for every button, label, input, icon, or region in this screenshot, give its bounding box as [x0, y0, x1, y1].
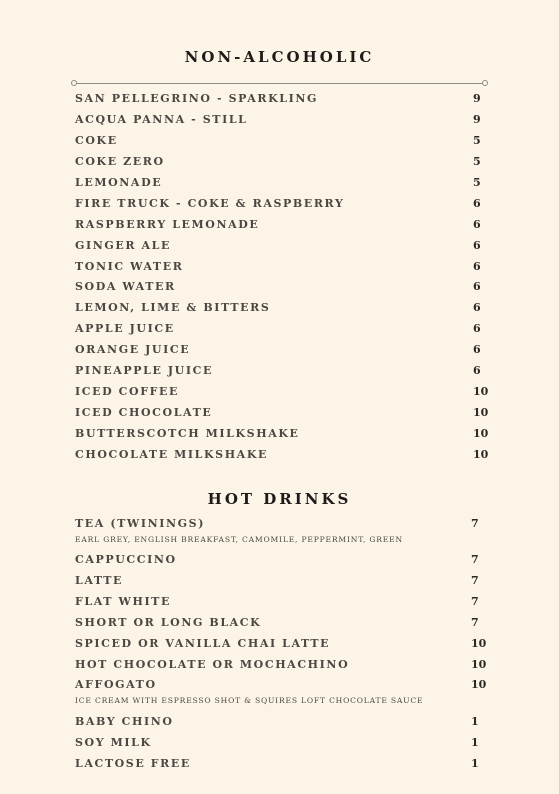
item-name: ICED COFFEE	[75, 385, 179, 398]
item-name: SPICED OR VANILLA CHAI LATTE	[75, 637, 331, 650]
menu-item	[75, 448, 487, 464]
menu-item	[75, 406, 487, 422]
item-name: LEMONADE	[75, 176, 163, 189]
item-price: 6	[473, 197, 481, 210]
item-price: 1	[471, 757, 479, 770]
non-alcoholic-title: NON-ALCOHOLIC	[184, 48, 375, 66]
menu-item	[75, 176, 487, 192]
item-price: 7	[471, 553, 479, 566]
menu-item	[75, 343, 487, 359]
item-price: 10	[473, 427, 489, 440]
menu-item	[75, 113, 487, 129]
item-price: 10	[471, 658, 487, 671]
item-price: 6	[473, 364, 481, 377]
item-name: ICED CHOCOLATE	[75, 406, 213, 419]
tea-description: EARL GREY, ENGLISH BREAKFAST, CAMOMILE, PEPPERMINT, GREEN	[75, 535, 403, 544]
item-name: GINGER ALE	[75, 239, 171, 252]
menu-item	[75, 574, 487, 590]
menu-item	[75, 595, 487, 611]
item-name: SHORT OR LONG BLACK	[75, 616, 262, 629]
menu-item	[75, 757, 487, 773]
item-name: CAPPUCCINO	[75, 553, 177, 566]
item-price: 9	[473, 92, 481, 105]
item-price: 6	[473, 301, 481, 314]
item-price: 7	[471, 517, 479, 530]
item-name: AFFOGATO	[75, 678, 157, 691]
menu-item	[75, 239, 487, 255]
item-price: 5	[473, 176, 481, 189]
item-price: 10	[473, 385, 489, 398]
menu-item	[75, 658, 487, 674]
item-price: 6	[473, 239, 481, 252]
item-name: PINEAPPLE JUICE	[75, 364, 213, 377]
item-name: SODA WATER	[75, 280, 176, 293]
item-name: LEMON, LIME & BITTERS	[75, 301, 271, 314]
item-name: BABY CHINO	[75, 715, 174, 728]
item-price: 1	[471, 715, 479, 728]
menu-item	[75, 385, 487, 401]
item-name: TONIC WATER	[75, 260, 184, 273]
menu-item	[75, 218, 487, 234]
item-name: LACTOSE FREE	[75, 757, 191, 770]
menu-item	[75, 134, 487, 150]
item-price: 7	[471, 616, 479, 629]
item-price: 6	[473, 280, 481, 293]
menu-item	[75, 92, 487, 108]
menu-item	[75, 364, 487, 380]
item-name: SOY MILK	[75, 736, 152, 749]
item-name: COKE ZERO	[75, 155, 165, 168]
item-price: 10	[471, 637, 487, 650]
item-price: 6	[473, 343, 481, 356]
item-price: 9	[473, 113, 481, 126]
item-name: BUTTERSCOTCH MILKSHAKE	[75, 427, 300, 440]
item-name: RASPBERRY LEMONADE	[75, 218, 260, 231]
menu-item	[75, 678, 487, 694]
item-name: TEA (TWININGS)	[75, 517, 206, 530]
hot-drinks-title: HOT DRINKS	[207, 490, 352, 508]
menu-item	[75, 736, 487, 752]
menu-item	[75, 155, 487, 171]
item-name: ACQUA PANNA - STILL	[75, 113, 248, 126]
affogato-description: ICE CREAM WITH ESPRESSO SHOT & SQUIRES LOFT CHOCOLATE SAUCE	[75, 696, 424, 705]
menu-item	[75, 197, 487, 213]
menu-item	[75, 637, 487, 653]
item-price: 6	[473, 218, 481, 231]
menu-item	[75, 517, 487, 533]
menu-item	[75, 260, 487, 276]
item-name: CHOCOLATE MILKSHAKE	[75, 448, 268, 461]
divider-end-left	[71, 80, 77, 86]
item-name: ORANGE JUICE	[75, 343, 191, 356]
menu-item	[75, 301, 487, 317]
item-price: 5	[473, 155, 481, 168]
divider-end-right	[482, 80, 488, 86]
item-name: FLAT WHITE	[75, 595, 171, 608]
item-price: 6	[473, 260, 481, 273]
item-price: 10	[471, 678, 487, 691]
item-name: SAN PELLEGRINO - SPARKLING	[75, 92, 318, 105]
section-divider	[75, 83, 485, 84]
item-price: 1	[471, 736, 479, 749]
item-price: 5	[473, 134, 481, 147]
menu-item	[75, 427, 487, 443]
menu-item	[75, 553, 487, 569]
menu-item	[75, 280, 487, 296]
item-price: 10	[473, 448, 489, 461]
menu-item	[75, 715, 487, 731]
item-name: HOT CHOCOLATE OR MOCHACHINO	[75, 658, 350, 671]
item-name: COKE	[75, 134, 118, 147]
item-price: 6	[473, 322, 481, 335]
menu-item	[75, 616, 487, 632]
item-name: FIRE TRUCK - COKE & RASPBERRY	[75, 197, 345, 210]
item-name: LATTE	[75, 574, 124, 587]
item-price: 7	[471, 595, 479, 608]
menu-item	[75, 322, 487, 338]
item-price: 10	[473, 406, 489, 419]
item-price: 7	[471, 574, 479, 587]
item-name: APPLE JUICE	[75, 322, 175, 335]
